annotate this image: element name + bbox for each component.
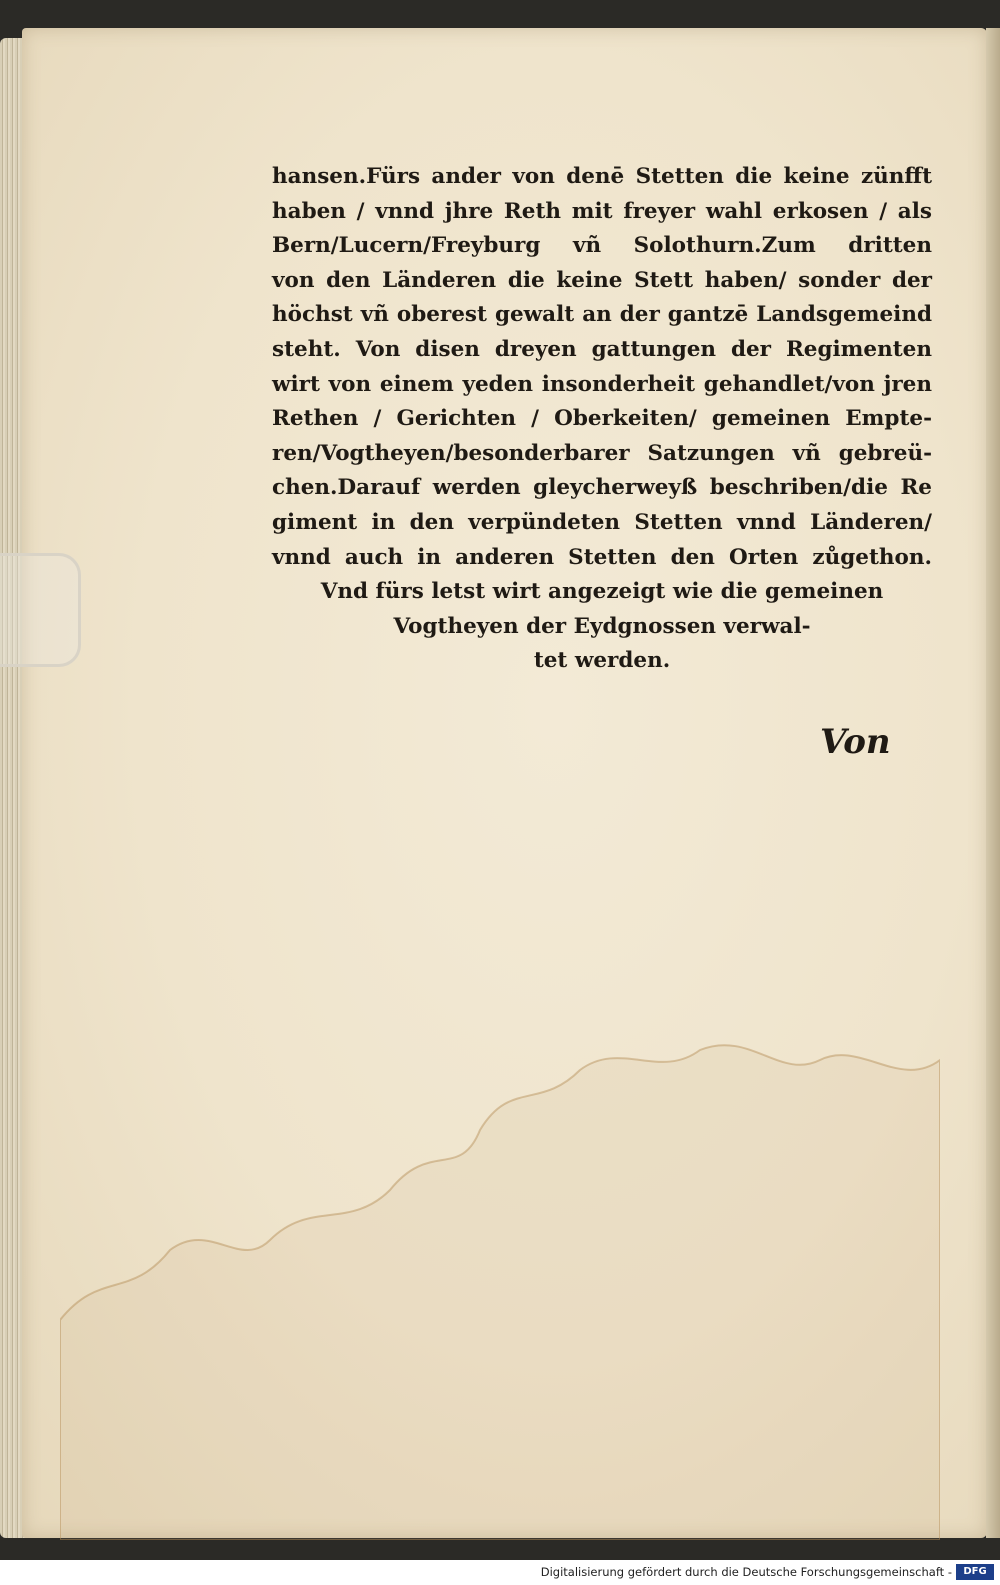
page-right-edge [986,28,1000,1538]
catchword: Von [820,722,891,762]
text-line: haben / vnnd jhre Reth mit freyer wahl erkosen / als [272,198,932,224]
text-line: Rethen / Gerichten / Oberkeiten/ gemeinen Empte- [272,406,932,432]
water-stain [60,1020,940,1540]
text-line: ren/Vogtheyen/besonderbarer Satzungen vñ gebreü- [272,440,932,466]
text-line: vnnd auch in anderen Stetten den Orten zůgethon. [272,544,932,570]
closing-line: tet werden. [533,648,671,674]
text-line: von den Länderen die keine Stett haben/ sonder der [272,267,932,293]
funding-notice: Digitalisierung gefördert durch die Deutsche Forschungsgemeinschaft - [540,1565,952,1579]
main-text-block [272,160,932,679]
text-line: giment in den verpündeten Stetten vnnd Länderen/ [272,509,932,535]
text-line: wirt von einem yeden insonderheit gehandlet/von jren [272,371,932,397]
closing-line: Vnd fürs letst wirt angezeigt wie die gemeinen [320,579,884,605]
text-line: Bern/Lucern/Freyburg vñ Solothurn.Zum dritten [272,233,932,259]
closing-line: Vogtheyen der Eydgnossen verwal- [393,613,811,639]
text-line: chen.Darauf werden gleycherweyß beschriben/die Re [272,475,932,501]
text-line: steht. Von disen dreyen gattungen der Regimenten [272,336,932,362]
text-line: höchst vñ oberest gewalt an der gantzē Landsgemeind [272,302,932,328]
dfg-logo: DFG [956,1564,994,1580]
text-line: hansen.Fürs ander von denē Stetten die keine zünfft [272,164,932,189]
page-clip [0,553,81,667]
footer-bar [0,1560,1000,1585]
